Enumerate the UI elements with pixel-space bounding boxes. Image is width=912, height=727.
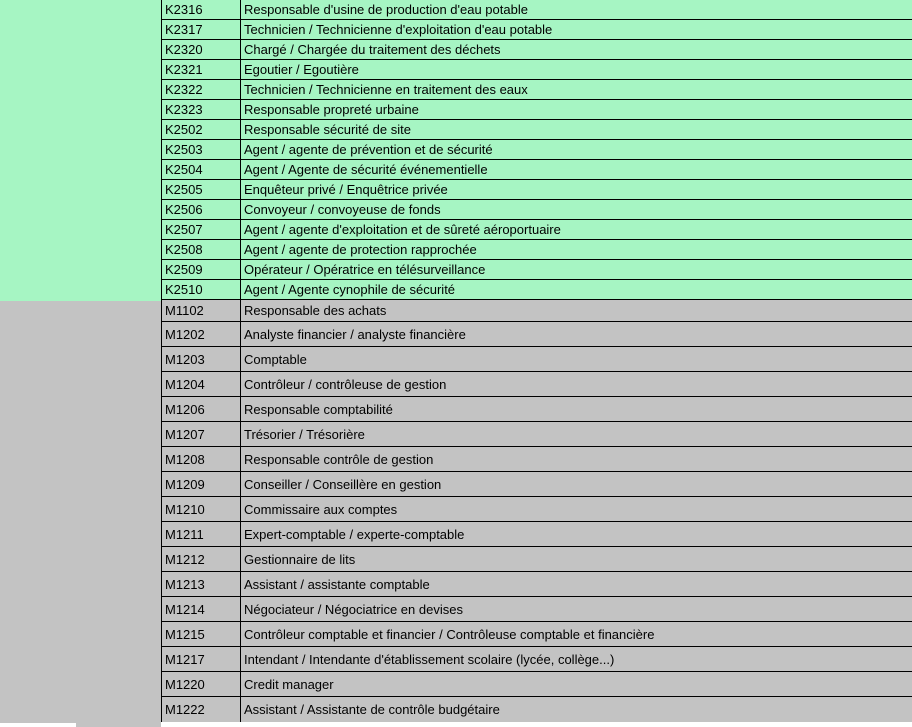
code-cell[interactable]: M1202	[161, 322, 241, 346]
code-cell[interactable]: M1102	[161, 300, 241, 321]
label-cell[interactable]: Agent / agente de prévention et de sécurité	[244, 142, 493, 157]
table-row	[161, 100, 912, 120]
table-row	[161, 372, 912, 397]
label-cell[interactable]: Commissaire aux comptes	[244, 501, 398, 517]
table-row	[161, 672, 912, 697]
code-cell[interactable]: K2509	[161, 260, 241, 279]
code-cell[interactable]: M1214	[161, 597, 241, 621]
label-cell[interactable]: Expert-comptable / experte-comptable	[244, 526, 465, 542]
label-cell[interactable]: Opérateur / Opératrice en télésurveillance	[244, 262, 486, 277]
label-cell[interactable]: Contrôleur comptable et financier / Contrôleuse comptable et financière	[244, 626, 655, 642]
code-cell[interactable]: K2507	[161, 220, 241, 239]
label-cell[interactable]: Responsable comptabilité	[244, 401, 393, 417]
table-row	[161, 180, 912, 200]
table-row	[161, 622, 912, 647]
code-cell[interactable]: M1220	[161, 672, 241, 696]
code-cell[interactable]: K2316	[161, 0, 241, 19]
table-row	[161, 40, 912, 60]
label-cell[interactable]: Trésorier / Trésorière	[244, 426, 365, 442]
code-cell[interactable]: M1207	[161, 422, 241, 446]
code-cell[interactable]: M1208	[161, 447, 241, 471]
table-row	[161, 80, 912, 100]
table-row	[161, 347, 912, 372]
code-cell[interactable]: M1206	[161, 397, 241, 421]
code-cell[interactable]: K2504	[161, 160, 241, 179]
code-cell[interactable]: K2317	[161, 20, 241, 39]
label-cell[interactable]: Gestionnaire de lits	[244, 551, 356, 567]
code-cell[interactable]: M1209	[161, 472, 241, 496]
table-row	[161, 280, 912, 300]
label-cell[interactable]: Conseiller / Conseillère en gestion	[244, 476, 442, 492]
code-cell[interactable]: K2503	[161, 140, 241, 159]
table-row	[161, 160, 912, 180]
table-row	[161, 240, 912, 260]
code-cell[interactable]: M1222	[161, 697, 241, 722]
label-cell[interactable]: Agent / Agente cynophile de sécurité	[244, 282, 456, 297]
code-cell[interactable]: M1204	[161, 372, 241, 396]
table-row	[161, 300, 912, 322]
code-cell[interactable]: M1203	[161, 347, 241, 371]
label-cell[interactable]: Technicien / Technicienne d'exploitation d'eau potable	[244, 22, 553, 37]
label-cell[interactable]: Négociateur / Négociatrice en devises	[244, 601, 463, 617]
code-cell[interactable]: K2508	[161, 240, 241, 259]
table-row	[161, 60, 912, 80]
label-cell[interactable]: Technicien / Technicienne en traitement des eaux	[244, 82, 528, 97]
table-row	[161, 497, 912, 522]
label-cell[interactable]: Contrôleur / contrôleuse de gestion	[244, 376, 447, 392]
table-row	[161, 422, 912, 447]
code-cell[interactable]: M1217	[161, 647, 241, 671]
label-cell[interactable]: Responsable d'usine de production d'eau potable	[244, 2, 528, 17]
code-cell[interactable]: K2505	[161, 180, 241, 199]
code-cell[interactable]: K2322	[161, 80, 241, 99]
label-cell[interactable]: Comptable	[244, 351, 307, 367]
label-cell[interactable]: Agent / Agente de sécurité événementielle	[244, 162, 488, 177]
sheet-edge	[0, 723, 76, 727]
table-row	[161, 260, 912, 280]
code-cell[interactable]: K2321	[161, 60, 241, 79]
table-row	[161, 220, 912, 240]
table-row	[161, 20, 912, 40]
merged-group-cell-m[interactable]	[0, 301, 161, 727]
code-cell[interactable]: K2502	[161, 120, 241, 139]
label-cell[interactable]: Responsable contrôle de gestion	[244, 451, 434, 467]
label-cell[interactable]: Responsable propreté urbaine	[244, 102, 419, 117]
table-row	[161, 697, 912, 722]
table-row	[161, 597, 912, 622]
table-row	[161, 0, 912, 20]
table-row	[161, 397, 912, 422]
label-cell[interactable]: Assistant / Assistante de contrôle budgétaire	[244, 702, 500, 717]
table-row	[161, 447, 912, 472]
code-cell[interactable]: K2510	[161, 280, 241, 299]
label-cell[interactable]: Chargé / Chargée du traitement des déchets	[244, 42, 501, 57]
label-cell[interactable]: Assistant / assistante comptable	[244, 576, 430, 592]
code-cell[interactable]: M1212	[161, 547, 241, 571]
table-row	[161, 572, 912, 597]
label-cell[interactable]: Responsable sécurité de site	[244, 122, 411, 137]
label-cell[interactable]: Egoutier / Egoutière	[244, 62, 359, 77]
label-cell[interactable]: Convoyeur / convoyeuse de fonds	[244, 202, 441, 217]
table-row	[161, 120, 912, 140]
label-cell[interactable]: Credit manager	[244, 676, 334, 692]
label-cell[interactable]: Intendant / Intendante d'établissement scolaire (lycée, collège...)	[244, 651, 615, 667]
table-row	[161, 472, 912, 497]
table-body	[161, 0, 912, 722]
code-cell[interactable]: M1211	[161, 522, 241, 546]
code-cell[interactable]: K2506	[161, 200, 241, 219]
code-cell[interactable]: M1215	[161, 622, 241, 646]
table-row	[161, 547, 912, 572]
code-cell[interactable]: M1213	[161, 572, 241, 596]
label-cell[interactable]: Agent / agente de protection rapprochée	[244, 242, 477, 257]
table-row	[161, 200, 912, 220]
merged-group-cell-k[interactable]	[0, 0, 161, 301]
label-cell[interactable]: Agent / agente d'exploitation et de sûreté aéroportuaire	[244, 222, 561, 237]
label-cell[interactable]: Enquêteur privé / Enquêtrice privée	[244, 182, 448, 197]
table-row	[161, 647, 912, 672]
table-row	[161, 322, 912, 347]
label-cell[interactable]: Responsable des achats	[244, 303, 387, 318]
code-cell[interactable]: K2320	[161, 40, 241, 59]
code-cell[interactable]: K2323	[161, 100, 241, 119]
table-row	[161, 522, 912, 547]
code-cell[interactable]: M1210	[161, 497, 241, 521]
label-cell[interactable]: Analyste financier / analyste financière	[244, 326, 466, 342]
table-row	[161, 140, 912, 160]
